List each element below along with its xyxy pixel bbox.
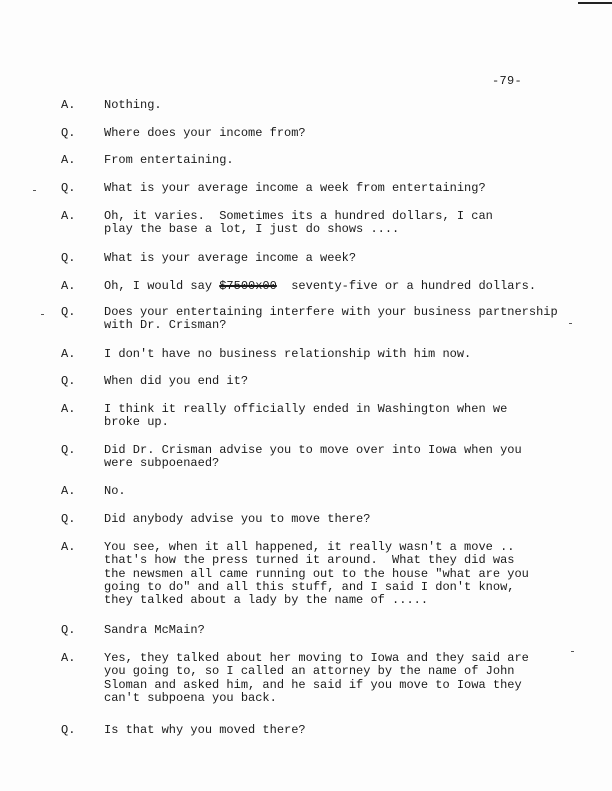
speaker-label: A.	[61, 98, 76, 112]
entry-line: can't subpoena you back.	[104, 690, 277, 705]
entry-line: with Dr. Crisman?	[104, 318, 227, 333]
entry-text	[104, 541, 574, 607]
margin-mark	[33, 190, 36, 191]
speaker-label: Q.	[61, 126, 76, 140]
speaker-label: Q.	[61, 723, 76, 737]
entry-text	[104, 280, 574, 293]
entry-text	[104, 210, 574, 237]
margin-mark	[571, 651, 574, 652]
entry-line: From entertaining.	[104, 153, 234, 167]
entry-line: You see, when it all happened, it really wasn't a move ..	[104, 540, 515, 554]
speaker-label: A.	[61, 347, 76, 361]
entry-line: Nothing.	[104, 98, 162, 112]
speaker-label: A.	[61, 651, 76, 665]
entry-line: No.	[104, 484, 126, 498]
entry-line: Sandra McMain?	[104, 623, 205, 637]
entry-line: you going to, so I called an attorney by the name of John	[104, 664, 515, 679]
entry-line: I don't have no business relationship with him now.	[104, 347, 472, 361]
top-edge-rule	[578, 2, 612, 4]
speaker-label: Q.	[61, 512, 76, 526]
entry-line: Sloman and asked him, and he said if you move to Iowa they	[104, 677, 522, 692]
entry-text	[104, 624, 574, 637]
speaker-label: Q.	[61, 374, 76, 388]
entry-line: Where does your income from?	[104, 126, 306, 140]
entry-text	[104, 513, 574, 526]
entry-text	[104, 724, 574, 737]
entry-line: going to do" and all this stuff, and I said I don't know,	[104, 579, 515, 594]
entry-text	[104, 485, 574, 498]
speaker-label: Q.	[61, 251, 76, 265]
entry-line: Is that why you moved there?	[104, 723, 306, 737]
entry-text	[104, 99, 574, 112]
speaker-label: Q.	[61, 181, 76, 195]
speaker-label: A.	[61, 484, 76, 498]
margin-mark	[569, 323, 572, 324]
entry-text	[104, 348, 574, 361]
margin-mark	[41, 314, 44, 315]
entry-line: Did anybody advise you to move there?	[104, 512, 371, 526]
entry-line-end: seventy-five or a hundred dollars.	[276, 279, 537, 293]
entry-text	[104, 182, 574, 195]
speaker-label: A.	[61, 402, 76, 416]
speaker-label: A.	[61, 153, 76, 167]
entry-text	[104, 403, 574, 430]
entry-line: Does your entertaining interfere with your business partnership	[104, 305, 558, 319]
speaker-label: A.	[61, 209, 76, 223]
entry-line: that's how the press turned it around. What they did was	[104, 553, 515, 568]
speaker-label: Q.	[61, 443, 76, 457]
speaker-label: A.	[61, 279, 76, 293]
entry-line: broke up.	[104, 415, 169, 430]
entry-line: they talked about a lady by the name of .....	[104, 593, 429, 608]
entry-text	[104, 154, 574, 167]
entry-line: I think it really officially ended in Washington when we	[104, 402, 508, 416]
entry-text	[104, 252, 574, 265]
entry-text	[104, 375, 574, 388]
entry-line: the newsmen all came running out to the house "what are you	[104, 566, 529, 581]
entry-line: What is your average income a week?	[104, 251, 357, 265]
entry-line: Did Dr. Crisman advise you to move over into Iowa when you	[104, 443, 522, 457]
speaker-label: Q.	[61, 623, 76, 637]
entry-line: When did you end it?	[104, 374, 249, 388]
entry-text	[104, 306, 574, 333]
entry-text	[104, 444, 574, 471]
entry-text	[104, 127, 574, 140]
speaker-label: Q.	[61, 305, 76, 319]
struck-out-amount: $7500x00	[219, 279, 277, 293]
speaker-label: A.	[61, 540, 76, 554]
entry-text	[104, 652, 574, 705]
entry-line: What is your average income a week from entertaining?	[104, 181, 486, 195]
entry-line: Yes, they talked about her moving to Iowa and they said are	[104, 651, 529, 665]
entry-line-start: Oh, I would say	[104, 279, 220, 293]
page-number: -79-	[492, 74, 523, 88]
entry-line: play the base a lot, I just do shows ....	[104, 222, 400, 237]
entry-line: Oh, it varies. Sometimes its a hundred dollars, I can	[104, 209, 493, 223]
entry-line: were subpoenaed?	[104, 456, 220, 471]
